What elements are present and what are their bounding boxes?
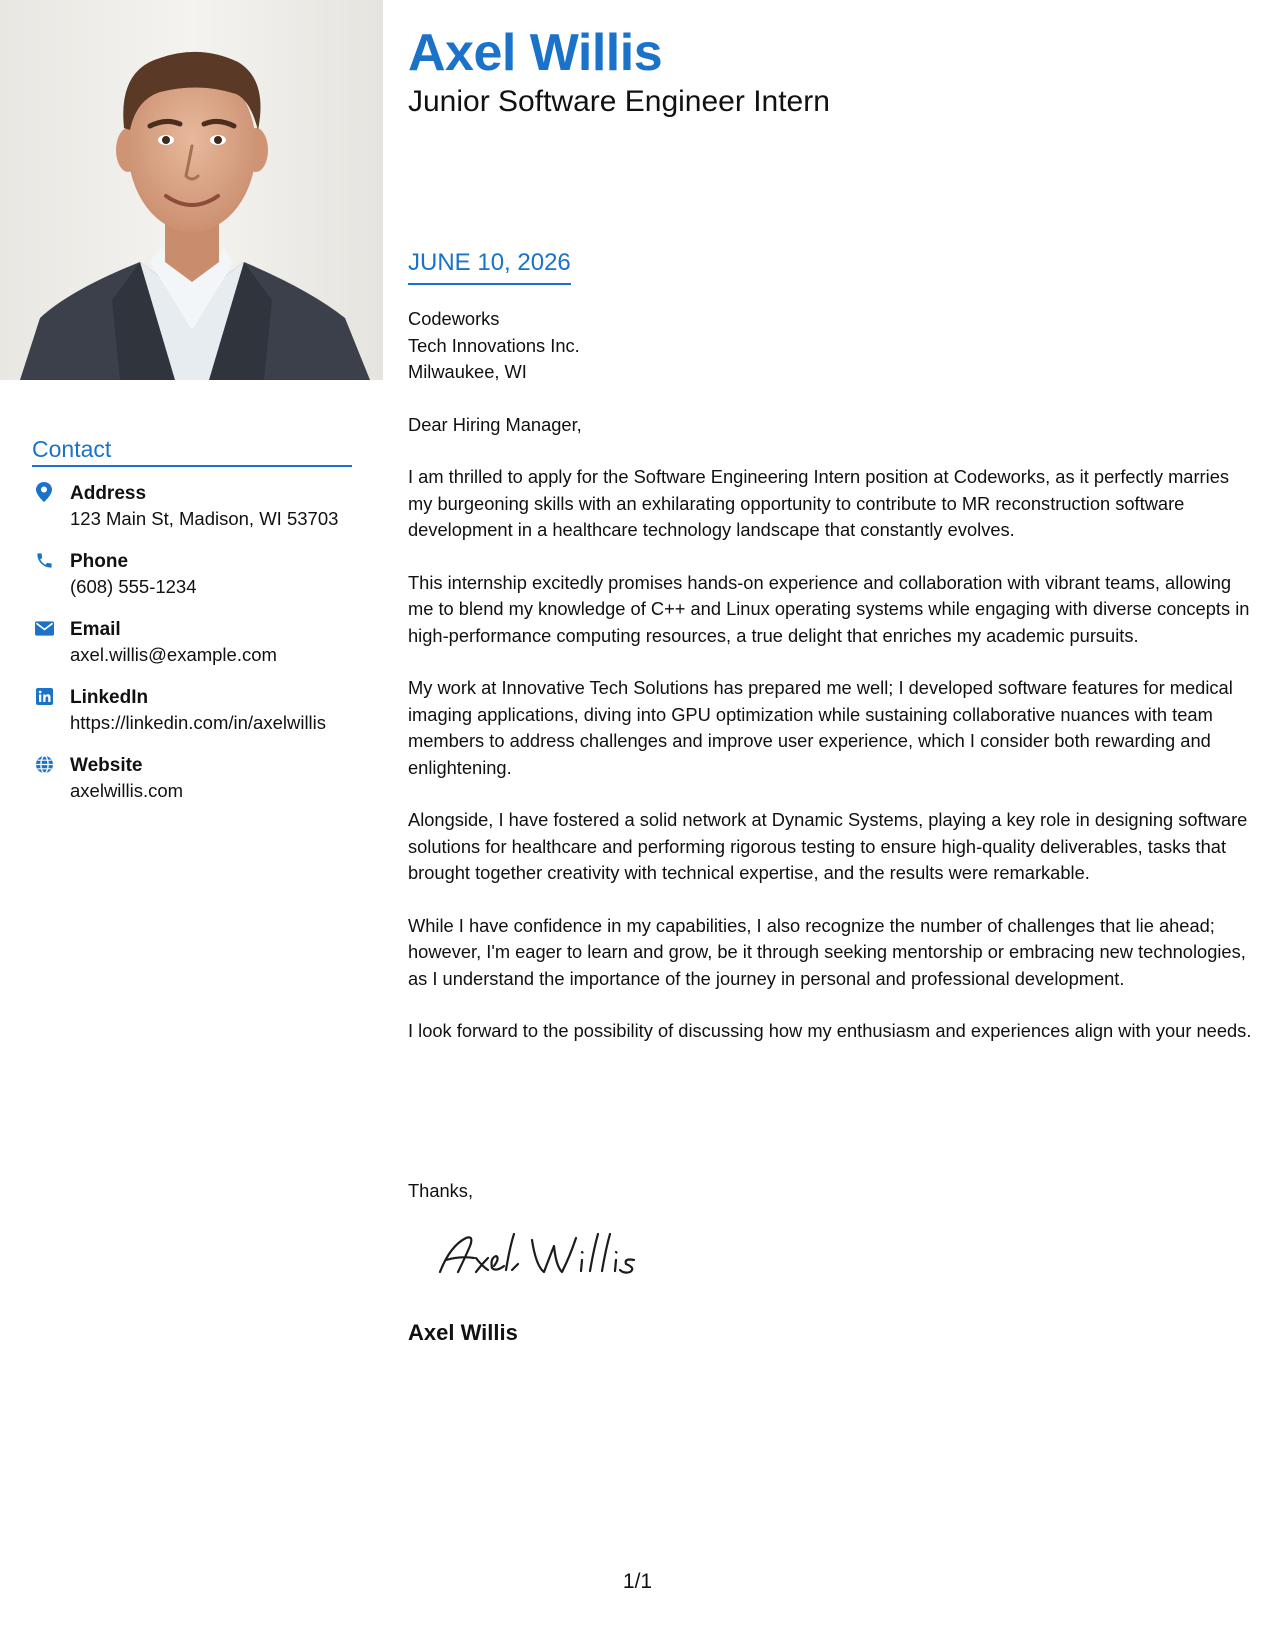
contact-item-website xyxy=(32,753,352,803)
linkedin-icon xyxy=(34,686,54,706)
email-label: Email xyxy=(70,619,121,640)
map-pin-icon xyxy=(34,482,54,502)
body-paragraph: This internship excitedly promises hands-on experience and collaboration with vibrant teams, allowing me to blend my knowledge of C++ and Linux operating systems while engaging with diverse concepts in high-performance computing resources, a true delight that enriches my academic pursuits. xyxy=(408,571,1250,646)
contact-item-phone xyxy=(32,549,352,599)
recipient-line: Milwaukee, WI xyxy=(408,361,527,382)
envelope-icon xyxy=(34,618,54,638)
recipient-line: Codeworks xyxy=(408,308,500,329)
body-paragraph: I am thrilled to apply for the Software Engineering Intern position at Codeworks, as it perfectly marries my burgeoning skills with an exhilarating opportunity to contribute to MR reconstruction software development in a healthcare technology landscape that constantly evolves. xyxy=(408,466,1230,540)
phone-label: Phone xyxy=(70,551,129,572)
contact-item-linkedin xyxy=(32,685,352,735)
signature-image xyxy=(436,1226,646,1286)
body-paragraph: My work at Innovative Tech Solutions has prepared me well; I developed software features for medical imaging applications, diving into GPU optimization while sustaining collaborative nuances with team members to address challenges and improve user experience, which I consider both rewarding and enlightening. xyxy=(408,677,1233,778)
body-paragraph: While I have confidence in my capabilities, I also recognize the number of challenges that lie ahead; however, I'm eager to learn and grow, be it through seeking mentorship or embracing new technologies, as I understand the importance of the journey in personal and professional development. xyxy=(408,914,1246,989)
profile-photo xyxy=(0,0,383,380)
linkedin-value[interactable]: https://linkedin.com/in/axelwillis xyxy=(70,712,327,733)
letter-body xyxy=(408,306,1253,1071)
contact-item-address xyxy=(32,481,352,531)
website-value[interactable]: axelwillis.com xyxy=(70,780,184,801)
salutation: Dear Hiring Manager, xyxy=(408,413,582,435)
contact-item-email xyxy=(32,617,352,667)
phone-value: (608) 555-1234 xyxy=(70,576,197,597)
contact-section xyxy=(32,436,352,821)
linkedin-label: LinkedIn xyxy=(70,687,149,708)
header xyxy=(408,22,1253,120)
recipient-address xyxy=(408,306,1253,386)
date-block xyxy=(408,248,571,285)
website-label: Website xyxy=(70,755,143,776)
email-value: axel.willis@example.com xyxy=(70,644,277,665)
globe-icon xyxy=(34,754,54,774)
address-label: Address xyxy=(70,483,147,504)
signer-name: Axel Willis xyxy=(408,1320,518,1345)
phone-icon xyxy=(34,550,54,570)
address-value: 123 Main St, Madison, WI 53703 xyxy=(70,508,339,529)
contact-heading: Contact xyxy=(32,436,352,467)
recipient-line: Tech Innovations Inc. xyxy=(408,334,580,356)
body-paragraph: Alongside, I have fostered a solid network at Dynamic Systems, playing a key role in designing software solutions for healthcare and performing rigorous testing to ensure high-quality deliverables, tasks that brought together creativity with technical expertise, and the results were remarkable. xyxy=(408,809,1248,883)
letter-date: JUNE 10, 2026 xyxy=(408,248,571,285)
closing: Thanks, xyxy=(408,1180,474,1201)
body-paragraph: I look forward to the possibility of discussing how my enthusiasm and experiences align with your needs. xyxy=(408,1020,1252,1041)
page-number: 1/1 xyxy=(622,1570,653,1593)
job-title: Junior Software Engineer Intern xyxy=(408,85,830,118)
applicant-name: Axel Willis xyxy=(408,24,663,82)
